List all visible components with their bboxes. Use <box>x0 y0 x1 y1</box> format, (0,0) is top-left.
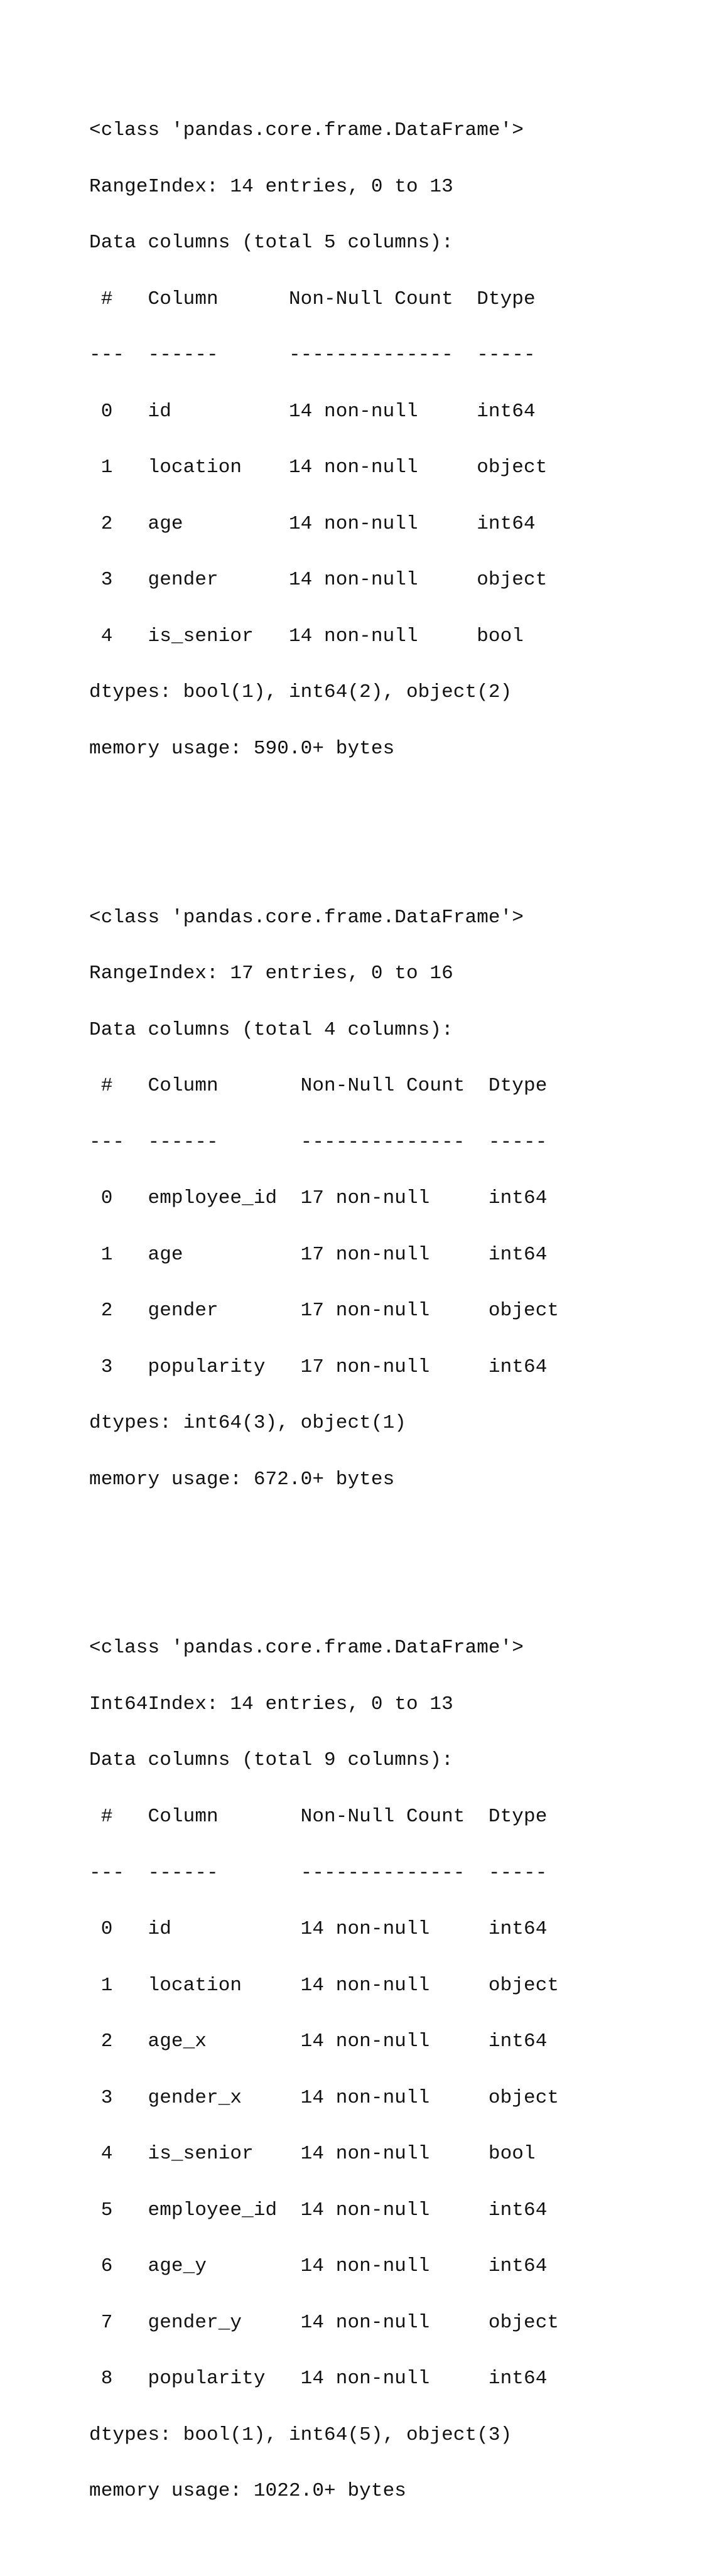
class-line: <class 'pandas.core.frame.DataFrame'> <box>89 1637 524 1659</box>
dataframe-info-block-3 <box>89 1602 559 2538</box>
table-row: 0 id 14 non-null int64 <box>89 1918 559 1941</box>
dtypes-line: dtypes: bool(1), int64(2), object(2) <box>89 681 512 704</box>
table-row: 3 gender_x 14 non-null object <box>89 2086 559 2109</box>
table-row: 6 age_y 14 non-null int64 <box>89 2255 559 2278</box>
table-row: 4 is_senior 14 non-null bool <box>89 625 548 647</box>
table-row: 0 employee_id 17 non-null int64 <box>89 1187 559 1210</box>
memory-usage-line: memory usage: 590.0+ bytes <box>89 737 395 760</box>
table-row: 5 employee_id 14 non-null int64 <box>89 2199 559 2221</box>
columns-summary-line: Data columns (total 4 columns): <box>89 1018 453 1041</box>
class-line: <class 'pandas.core.frame.DataFrame'> <box>89 906 524 929</box>
table-row: 7 gender_y 14 non-null object <box>89 2311 559 2334</box>
dtypes-line: dtypes: bool(1), int64(5), object(3) <box>89 2423 512 2446</box>
dataframe-info-block-2 <box>89 871 559 1527</box>
table-row: 4 is_senior 14 non-null bool <box>89 2143 559 2165</box>
memory-usage-line: memory usage: 672.0+ bytes <box>89 1468 395 1490</box>
table-row: 0 id 14 non-null int64 <box>89 400 548 423</box>
table-separator: --- ------ -------------- ----- <box>89 1131 559 1153</box>
table-row: 1 location 14 non-null object <box>89 1974 559 1997</box>
dataframe-info-output <box>89 9 559 2576</box>
table-row: 2 gender 17 non-null object <box>89 1300 559 1322</box>
table-separator: --- ------ -------------- ----- <box>89 344 548 367</box>
columns-summary-line: Data columns (total 9 columns): <box>89 1749 453 1772</box>
table-row: 3 popularity 17 non-null int64 <box>89 1355 559 1378</box>
table-row: 1 location 14 non-null object <box>89 456 548 479</box>
index-line: Int64Index: 14 entries, 0 to 13 <box>89 1693 453 1715</box>
columns-summary-line: Data columns (total 5 columns): <box>89 232 453 254</box>
table-row: 2 age 14 non-null int64 <box>89 512 548 535</box>
class-line: <class 'pandas.core.frame.DataFrame'> <box>89 119 524 142</box>
table-header: # Column Non-Null Count Dtype <box>89 1075 559 1097</box>
index-line: RangeIndex: 17 entries, 0 to 16 <box>89 962 453 985</box>
index-line: RangeIndex: 14 entries, 0 to 13 <box>89 175 453 198</box>
table-row: 2 age_x 14 non-null int64 <box>89 2030 559 2053</box>
table-separator: --- ------ -------------- ----- <box>89 1862 559 1884</box>
table-header: # Column Non-Null Count Dtype <box>89 288 548 310</box>
table-row: 3 gender 14 non-null object <box>89 569 548 591</box>
memory-usage-line: memory usage: 1022.0+ bytes <box>89 2480 406 2503</box>
dtypes-line: dtypes: int64(3), object(1) <box>89 1412 406 1435</box>
table-row: 1 age 17 non-null int64 <box>89 1243 559 1266</box>
dataframe-info-block-1 <box>89 84 559 795</box>
table-header: # Column Non-Null Count Dtype <box>89 1806 559 1828</box>
table-row: 8 popularity 14 non-null int64 <box>89 2368 559 2390</box>
